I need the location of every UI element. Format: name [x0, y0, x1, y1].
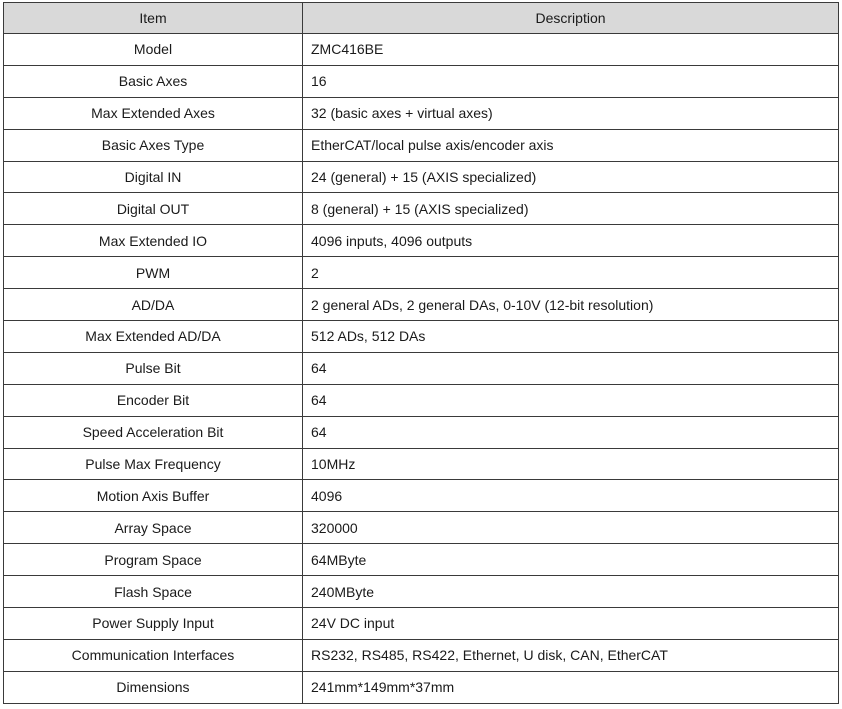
table-row: [4, 544, 839, 576]
description-cell: 24 (general) + 15 (AXIS specialized): [303, 161, 839, 193]
item-cell: Flash Space: [4, 576, 303, 608]
item-cell: Communication Interfaces: [4, 639, 303, 671]
description-cell: 4096 inputs, 4096 outputs: [303, 225, 839, 257]
item-cell: Max Extended AD/DA: [4, 321, 303, 353]
description-cell: 320000: [303, 512, 839, 544]
table-row: [4, 225, 839, 257]
column-header-item: Item: [4, 3, 303, 34]
description-cell: 64: [303, 384, 839, 416]
table-row: [4, 129, 839, 161]
table-row: [4, 289, 839, 321]
description-cell: 24V DC input: [303, 608, 839, 640]
table-row: [4, 608, 839, 640]
table-row: [4, 576, 839, 608]
description-cell: 32 (basic axes + virtual axes): [303, 97, 839, 129]
table-row: [4, 352, 839, 384]
description-cell: 2 general ADs, 2 general DAs, 0-10V (12-bit resolution): [303, 289, 839, 321]
item-cell: Model: [4, 34, 303, 66]
item-cell: PWM: [4, 257, 303, 289]
table-row: [4, 639, 839, 671]
item-cell: Digital IN: [4, 161, 303, 193]
table-row: [4, 161, 839, 193]
item-cell: Motion Axis Buffer: [4, 480, 303, 512]
item-cell: Power Supply Input: [4, 608, 303, 640]
table-row: [4, 257, 839, 289]
table-row: [4, 671, 839, 703]
description-cell: EtherCAT/local pulse axis/encoder axis: [303, 129, 839, 161]
item-cell: AD/DA: [4, 289, 303, 321]
description-cell: 64: [303, 352, 839, 384]
description-cell: 64: [303, 416, 839, 448]
item-cell: Pulse Max Frequency: [4, 448, 303, 480]
spec-table: [3, 2, 839, 704]
description-cell: RS232, RS485, RS422, Ethernet, U disk, CAN, EtherCAT: [303, 639, 839, 671]
description-cell: 64MByte: [303, 544, 839, 576]
table-row: [4, 193, 839, 225]
table-row: [4, 97, 839, 129]
item-cell: Dimensions: [4, 671, 303, 703]
table-row: [4, 480, 839, 512]
table-row: [4, 321, 839, 353]
table-row: [4, 34, 839, 66]
item-cell: Program Space: [4, 544, 303, 576]
description-cell: 240MByte: [303, 576, 839, 608]
item-cell: Digital OUT: [4, 193, 303, 225]
column-header-description: Description: [303, 3, 839, 34]
item-cell: Encoder Bit: [4, 384, 303, 416]
description-cell: 241mm*149mm*37mm: [303, 671, 839, 703]
description-cell: 8 (general) + 15 (AXIS specialized): [303, 193, 839, 225]
table-row: [4, 512, 839, 544]
item-cell: Array Space: [4, 512, 303, 544]
item-cell: Basic Axes Type: [4, 129, 303, 161]
item-cell: Speed Acceleration Bit: [4, 416, 303, 448]
description-cell: 512 ADs, 512 DAs: [303, 321, 839, 353]
item-cell: Max Extended IO: [4, 225, 303, 257]
description-cell: 2: [303, 257, 839, 289]
table-row: [4, 416, 839, 448]
item-cell: Basic Axes: [4, 65, 303, 97]
description-cell: 4096: [303, 480, 839, 512]
description-cell: 10MHz: [303, 448, 839, 480]
description-cell: ZMC416BE: [303, 34, 839, 66]
table-row: [4, 65, 839, 97]
item-cell: Pulse Bit: [4, 352, 303, 384]
table-row: [4, 384, 839, 416]
header-row: [4, 3, 839, 34]
item-cell: Max Extended Axes: [4, 97, 303, 129]
table-row: [4, 448, 839, 480]
description-cell: 16: [303, 65, 839, 97]
